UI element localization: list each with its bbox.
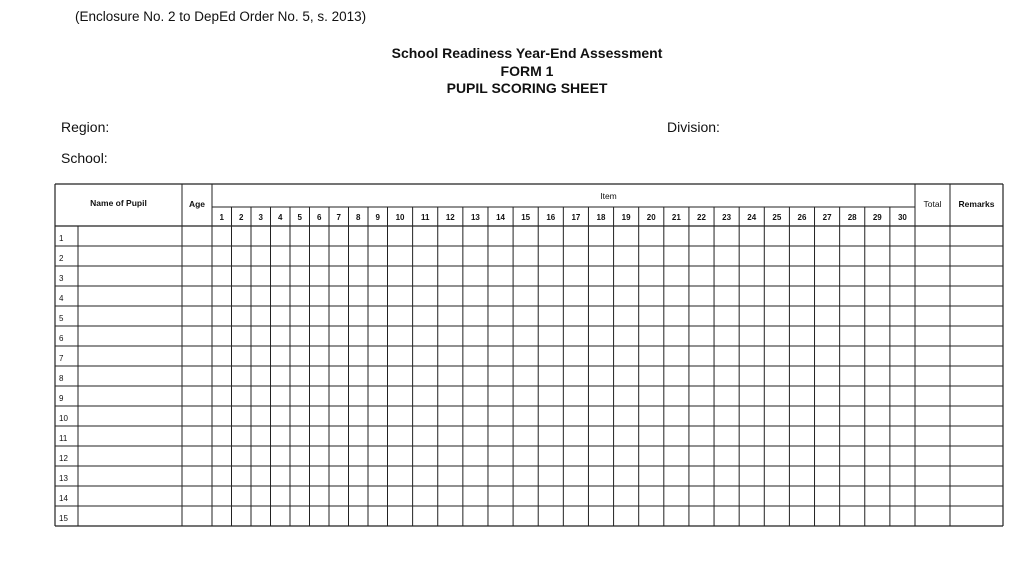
- item-number: 26: [797, 213, 807, 222]
- item-number: 23: [722, 213, 732, 222]
- row-number: 9: [59, 394, 64, 403]
- row-number: 7: [59, 354, 64, 363]
- row-number: 15: [59, 514, 68, 523]
- item-number: 6: [317, 213, 322, 222]
- enclosure-note: (Enclosure No. 2 to DepEd Order No. 5, s. 2013): [75, 9, 367, 24]
- row-number: 1: [59, 234, 64, 243]
- form-number: FORM 1: [500, 62, 554, 79]
- assessment-title: School Readiness Year-End Assessment: [391, 45, 663, 61]
- item-number: 9: [375, 213, 380, 222]
- item-number: 14: [496, 213, 505, 222]
- remarks-header: Remarks: [958, 199, 995, 209]
- item-number: 19: [621, 213, 631, 222]
- item-number: 28: [847, 213, 857, 222]
- row-number: 4: [59, 294, 64, 303]
- row-number: 13: [59, 474, 68, 483]
- row-number: 8: [59, 374, 64, 383]
- item-number: 18: [596, 213, 606, 222]
- item-number: 13: [470, 213, 480, 222]
- item-number: 11: [420, 213, 430, 222]
- item-number: 1: [219, 213, 224, 222]
- row-number: 11: [59, 434, 68, 443]
- item-number: 5: [297, 213, 302, 222]
- row-number: 14: [59, 494, 68, 503]
- row-number: 3: [59, 274, 64, 283]
- item-number: 3: [258, 213, 263, 222]
- total-header: Total: [923, 199, 942, 209]
- school-label: School:: [61, 150, 108, 166]
- age-header: Age: [188, 199, 206, 209]
- row-number: 10: [59, 414, 68, 423]
- row-number: 5: [59, 314, 64, 323]
- item-number: 30: [897, 213, 907, 222]
- item-number: 4: [278, 213, 283, 222]
- row-number: 12: [59, 454, 68, 463]
- region-label: Region:: [61, 119, 110, 135]
- row-number: 6: [59, 334, 64, 343]
- row-number: 2: [59, 254, 64, 263]
- item-number: 27: [822, 213, 832, 222]
- item-number: 24: [747, 213, 757, 222]
- item-number: 29: [872, 213, 882, 222]
- item-number: 12: [445, 213, 455, 222]
- item-number: 21: [671, 213, 681, 222]
- item-number: 2: [239, 213, 244, 222]
- item-number: 8: [356, 213, 361, 222]
- item-number: 17: [571, 213, 581, 222]
- item-number: 10: [395, 213, 405, 222]
- name-of-pupil-header: Name of Pupil: [90, 198, 147, 208]
- item-number: 7: [336, 213, 341, 222]
- division-label: Division:: [667, 119, 720, 135]
- item-number: 16: [546, 213, 556, 222]
- item-number: 15: [521, 213, 531, 222]
- item-number: 25: [772, 213, 782, 222]
- sheet-title: PUPIL SCORING SHEET: [446, 80, 608, 96]
- item-header: Item: [600, 191, 617, 201]
- item-number: 20: [646, 213, 656, 222]
- item-number: 22: [697, 213, 706, 222]
